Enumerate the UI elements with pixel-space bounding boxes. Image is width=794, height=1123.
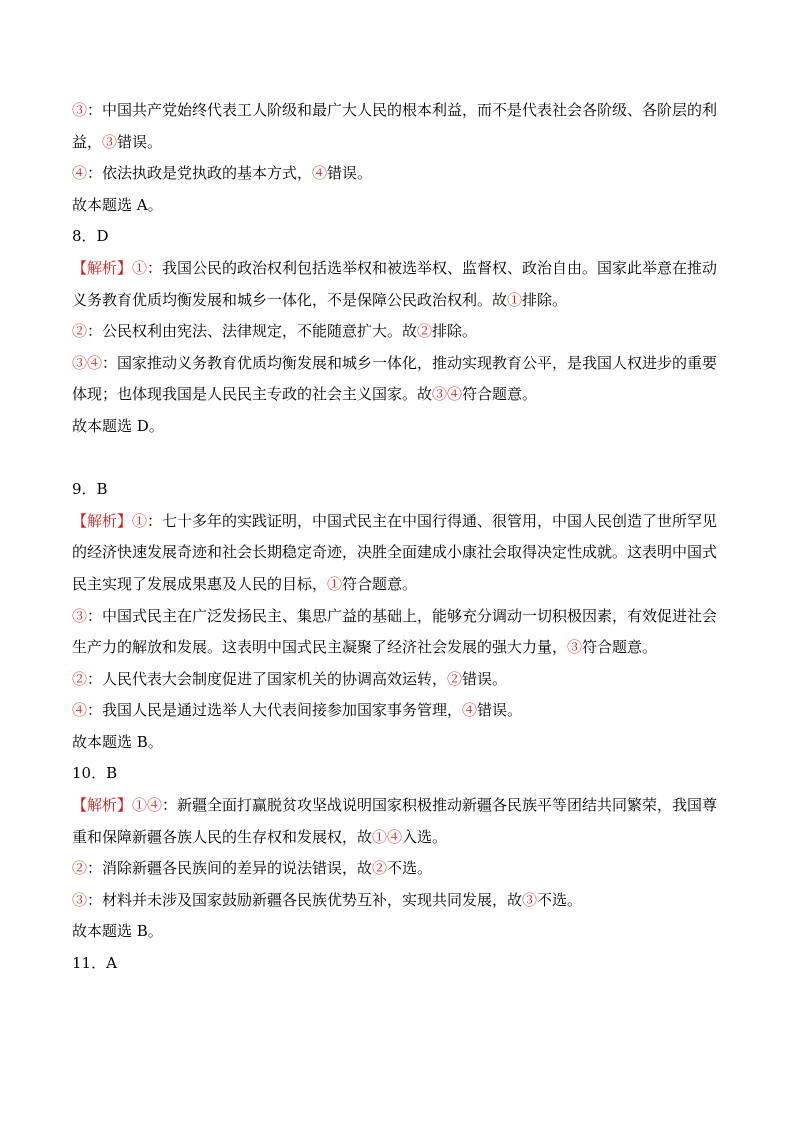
text-run: ：我国人民是通过选举人大代表间接参加国家事务管理， bbox=[87, 701, 463, 720]
text-run: 10．B bbox=[72, 764, 118, 783]
text-run: 错误。 bbox=[462, 669, 508, 688]
paragraph bbox=[72, 790, 724, 853]
paragraph bbox=[72, 95, 724, 158]
highlight-marker: ④ bbox=[462, 701, 478, 720]
highlight-marker: ② bbox=[372, 859, 388, 878]
text-run: ：中国共产党始终代表工人阶级和最广大人民的根本利益，而不是代表社会各阶级、各阶层的利益， bbox=[72, 101, 718, 151]
paragraph bbox=[72, 158, 724, 190]
highlight-marker: ④ bbox=[72, 701, 88, 720]
highlight-marker: ② bbox=[417, 322, 433, 341]
text-run: 故本题选 D。 bbox=[72, 416, 164, 435]
paragraph bbox=[72, 253, 724, 316]
text-run: 故本题选 A。 bbox=[72, 195, 163, 214]
blank-line bbox=[72, 443, 724, 475]
text-run: 符合题意。 bbox=[462, 385, 538, 404]
paragraph bbox=[72, 853, 724, 885]
text-run: ：材料并未涉及国家鼓励新疆各民族优势互补，实现共同发展，故 bbox=[87, 890, 523, 909]
text-run: 入选。 bbox=[402, 827, 448, 846]
highlight-marker: ② bbox=[72, 322, 88, 341]
highlight-marker: ③④ bbox=[432, 385, 463, 404]
text-run: 不选。 bbox=[387, 859, 433, 878]
paragraph bbox=[72, 316, 724, 348]
text-run: 9．B bbox=[72, 480, 108, 499]
answer-explanations bbox=[72, 95, 724, 980]
highlight-marker: 【解析】 bbox=[72, 511, 133, 530]
highlight-marker: ③④ bbox=[72, 353, 103, 372]
highlight-marker: ①④ bbox=[372, 827, 403, 846]
highlight-marker: ③ bbox=[102, 132, 118, 151]
paragraph bbox=[72, 916, 724, 948]
text-run: 故本题选 B。 bbox=[72, 922, 163, 941]
paragraph bbox=[72, 758, 724, 790]
highlight-marker: ③ bbox=[72, 101, 88, 119]
highlight-marker: ① bbox=[327, 574, 343, 593]
text-run: 不选。 bbox=[537, 890, 583, 909]
text-run: 错误。 bbox=[327, 164, 373, 183]
text-run: ：消除新疆各民族间的差异的说法错误，故 bbox=[87, 859, 373, 878]
paragraph bbox=[72, 695, 724, 727]
highlight-marker: 【解析】 bbox=[72, 796, 133, 815]
paragraph bbox=[72, 221, 724, 253]
text-run: ：新疆全面打赢脱贫攻坚战说明国家积极推动新疆各民族平等团结共同繁荣，我国尊重和保障新疆各族人民的生存权和发展权，故 bbox=[72, 796, 718, 846]
highlight-marker: ③ bbox=[72, 890, 88, 909]
paragraph bbox=[72, 601, 724, 664]
highlight-marker: ③ bbox=[522, 890, 538, 909]
highlight-marker: 【解析】 bbox=[72, 258, 133, 277]
paragraph bbox=[72, 727, 724, 759]
highlight-marker: ② bbox=[72, 859, 88, 878]
paragraph bbox=[72, 474, 724, 506]
text-run: 8．D bbox=[72, 227, 109, 246]
paragraph bbox=[72, 190, 724, 222]
highlight-marker: ③ bbox=[567, 638, 583, 657]
highlight-marker: ③ bbox=[72, 606, 88, 625]
paragraph bbox=[72, 506, 724, 601]
text-run: 排除。 bbox=[432, 322, 478, 341]
paragraph bbox=[72, 948, 724, 980]
highlight-marker: ①④ bbox=[132, 796, 163, 815]
highlight-marker: ② bbox=[72, 669, 88, 688]
text-run: 符合题意。 bbox=[342, 574, 418, 593]
text-run: ：我国公民的政治权利包括选举权和被选举权、监督权、政治自由。国家此举意在推动义务教育优质均衡发展和城乡一体化，不是保障公民政治权利。故 bbox=[72, 258, 718, 309]
text-run: ：公民权利由宪法、法律规定，不能随意扩大。故 bbox=[87, 322, 418, 341]
paragraph bbox=[72, 348, 724, 411]
highlight-marker: ① bbox=[507, 290, 523, 309]
highlight-marker: ④ bbox=[72, 164, 88, 183]
text-run: ：人民代表大会制度促进了国家机关的协调高效运转， bbox=[87, 669, 448, 688]
paragraph bbox=[72, 885, 724, 917]
text-run: ：国家推动义务教育优质均衡发展和城乡一体化，推动实现教育公平，是我国人权进步的重要体现；也体现我国是人民民主专政的社会主义国家。故 bbox=[72, 353, 718, 404]
text-run: 错误。 bbox=[477, 701, 523, 720]
text-run: 符合题意。 bbox=[582, 638, 658, 657]
paragraph bbox=[72, 664, 724, 696]
highlight-marker: ① bbox=[132, 511, 148, 530]
highlight-marker: ④ bbox=[312, 164, 328, 183]
paragraph bbox=[72, 411, 724, 443]
highlight-marker: ① bbox=[132, 258, 148, 277]
text-run: 错误。 bbox=[117, 132, 163, 151]
highlight-marker: ② bbox=[447, 669, 463, 688]
text-run: ：依法执政是党执政的基本方式， bbox=[87, 164, 313, 183]
text-run: 故本题选 B。 bbox=[72, 732, 163, 751]
text-run: ：七十多年的实践证明，中国式民主在中国行得通、很管用，中国人民创造了世所罕见的经济快速发展奇迹和社会长期稳定奇迹，决胜全面建成小康社会取得决定性成就。这表明中国式民主实现了发展成果惠及人民的目标， bbox=[72, 511, 718, 593]
text-run: 排除。 bbox=[522, 290, 568, 309]
text-run: ：中国式民主在广泛发扬民主、集思广益的基础上，能够充分调动一切积极因素，有效促进社会生产力的解放和发展。这表明中国式民主凝聚了经济社会发展的强大力量， bbox=[72, 606, 718, 657]
text-run: 11．A bbox=[72, 954, 117, 973]
